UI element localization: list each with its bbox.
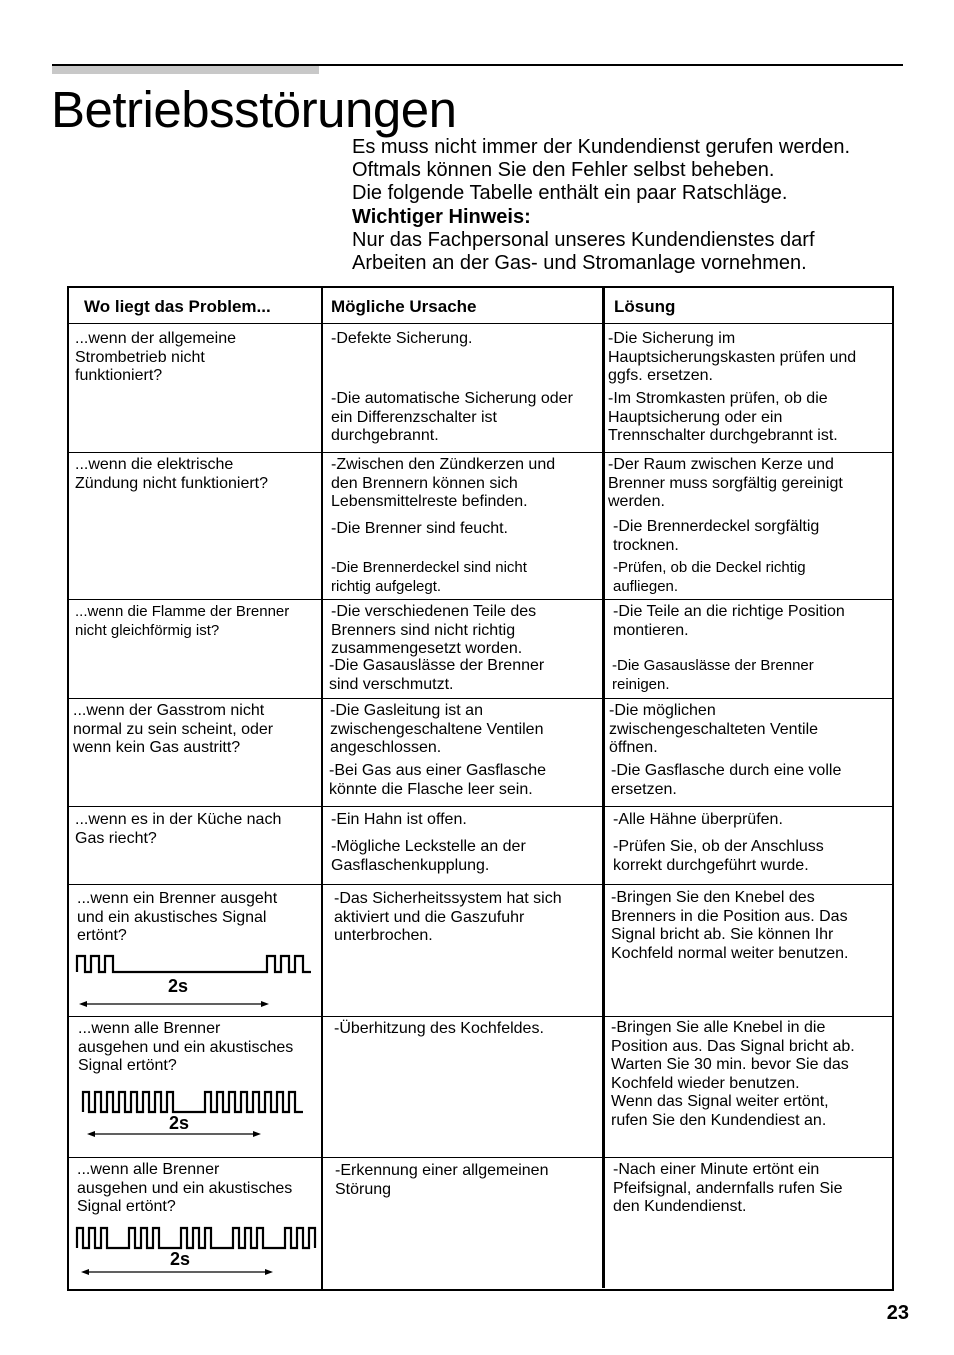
solution-cell: -Die Gasauslässe der Brenner reinigen. [612, 657, 814, 693]
note-line: Arbeiten an der Gas- und Stromanlage vornehmen. [352, 252, 807, 275]
row-divider [69, 806, 892, 807]
signal-duration-label: 2s [169, 1113, 190, 1133]
row-divider [69, 884, 892, 885]
cause-cell: -Bei Gas aus einer Gasflasche könnte die Flasche leer sein. [329, 762, 546, 798]
page-number: 23 [886, 1302, 909, 1324]
header-cause: Mögliche Ursache [331, 297, 477, 316]
problem-cell: ...wenn alle Brenner ausgehen und ein akustisches Signal ertönt? [77, 1161, 293, 1215]
page-title: Betriebsstörungen [51, 81, 457, 138]
solution-cell: -Alle Hähne überprüfen. [613, 811, 783, 828]
cause-cell: -Defekte Sicherung. [331, 330, 473, 347]
problem-cell: ...wenn ein Brenner ausgeht und ein akustisches Signal ertönt? [77, 890, 278, 944]
cause-cell: -Erkennung einer allgemeinen Störung [335, 1162, 549, 1198]
troubleshooting-table [67, 286, 894, 1291]
solution-cell: -Prüfen Sie, ob der Anschluss korrekt durchgeführt wurde. [613, 838, 824, 874]
solution-cell: -Die Gasflasche durch eine volle ersetzen. [611, 762, 842, 798]
solution-cell: -Bringen Sie den Knebel des Brenners in die Position aus. Das Signal bricht ab. Sie können Ihr Kochfeld normal weiter benutzen. [611, 889, 849, 962]
cause-cell: -Die Brennerdeckel sind nicht richtig aufgelegt. [331, 559, 527, 595]
row-divider [69, 698, 892, 699]
solution-cell: -Bringen Sie alle Knebel in die Position aus. Das Signal bricht ab. Warten Sie 30 min. bevor Sie das Kochfeld wieder benutzen. Wenn das Signal weiter ertönt, rufen Sie den Kundendiest an. [611, 1019, 855, 1129]
solution-cell: -Nach einer Minute ertönt ein Pfeifsignal, andernfalls rufen Sie den Kundendienst. [613, 1161, 843, 1215]
signal-duration-label: 2s [168, 976, 189, 996]
row-divider [69, 1016, 892, 1017]
cause-cell: -Überhitzung des Kochfeldes. [334, 1020, 544, 1037]
solution-cell: -Die Teile an die richtige Position montieren. [613, 603, 845, 639]
problem-cell: ...wenn der Gasstrom nicht normal zu sein scheint, oder wenn kein Gas austritt? [73, 702, 274, 756]
solution-cell: -Die Brennerdeckel sorgfältig trocknen. [613, 518, 820, 554]
solution-cell: -Die Sicherung im Hauptsicherungskasten prüfen und ggfs. ersetzen. [608, 330, 857, 384]
note-heading: Wichtiger Hinweis: [352, 205, 531, 228]
cause-cell: -Zwischen den Zündkerzen und den Brennern können sich Lebensmittelreste befinden. [331, 456, 556, 510]
problem-cell: ...wenn es in der Küche nach Gas riecht? [75, 811, 282, 847]
problem-cell: ...wenn alle Brenner ausgehen und ein akustisches Signal ertönt? [78, 1020, 294, 1074]
cause-cell: -Die Brenner sind feucht. [331, 520, 508, 537]
intro-line: Es muss nicht immer der Kundendienst gerufen werden. [352, 136, 851, 158]
cause-cell: -Die Gasauslässe der Brenner sind verschmutzt. [329, 657, 545, 693]
row-divider [69, 323, 892, 324]
solution-cell: -Die möglichen zwischengeschalteten Ventile öffnen. [609, 702, 819, 756]
header-solution: Lösung [614, 297, 676, 316]
cause-cell: -Ein Hahn ist offen. [331, 811, 467, 828]
header-problem: Wo liegt das Problem... [84, 297, 271, 316]
cause-cell: -Die verschiedenen Teile des Brenners sind nicht richtig zusammengesetzt worden. [331, 603, 537, 657]
solution-cell: -Prüfen, ob die Deckel richtig aufliegen. [613, 559, 806, 595]
cause-cell: -Die automatische Sicherung oder ein Differenzschalter ist durchgebrannt. [331, 390, 573, 444]
signal-pattern-diagram [75, 948, 315, 1010]
row-divider [69, 1157, 892, 1158]
problem-cell: ...wenn die elektrische Zündung nicht funktioniert? [75, 456, 269, 492]
signal-pattern-diagram [75, 1224, 317, 1276]
intro-line: Oftmals können Sie den Fehler selbst beheben. [352, 159, 775, 182]
problem-cell: ...wenn die Flamme der Brenner nicht gleichförmig ist? [75, 603, 290, 639]
problem-cell: ...wenn der allgemeine Strombetrieb nicht funktioniert? [75, 330, 236, 384]
top-rule-accent [52, 66, 319, 74]
solution-cell: -Der Raum zwischen Kerze und Brenner muss sorgfältig gereinigt werden. [608, 456, 843, 510]
cause-cell: -Mögliche Leckstelle an der Gasflaschenkupplung. [331, 838, 526, 874]
signal-duration-label: 2s [170, 1249, 191, 1269]
column-divider [321, 288, 323, 1291]
cause-cell: -Die Gasleitung ist an zwischengeschaltene Ventilen angeschlossen. [330, 702, 544, 756]
column-divider [602, 288, 605, 1288]
intro-text [352, 136, 912, 275]
row-divider [69, 452, 892, 453]
solution-cell: -Im Stromkasten prüfen, ob die Hauptsicherung oder ein Trennschalter durchgebrannt ist. [608, 390, 838, 444]
cause-cell: -Das Sicherheitssystem hat sich aktiviert und die Gaszufuhr unterbrochen. [334, 890, 562, 944]
signal-pattern-diagram [81, 1088, 309, 1140]
row-divider [69, 599, 892, 600]
intro-line: Die folgende Tabelle enthält ein paar Ratschläge. [352, 182, 788, 205]
note-line: Nur das Fachpersonal unseres Kundendienstes darf [352, 228, 815, 251]
